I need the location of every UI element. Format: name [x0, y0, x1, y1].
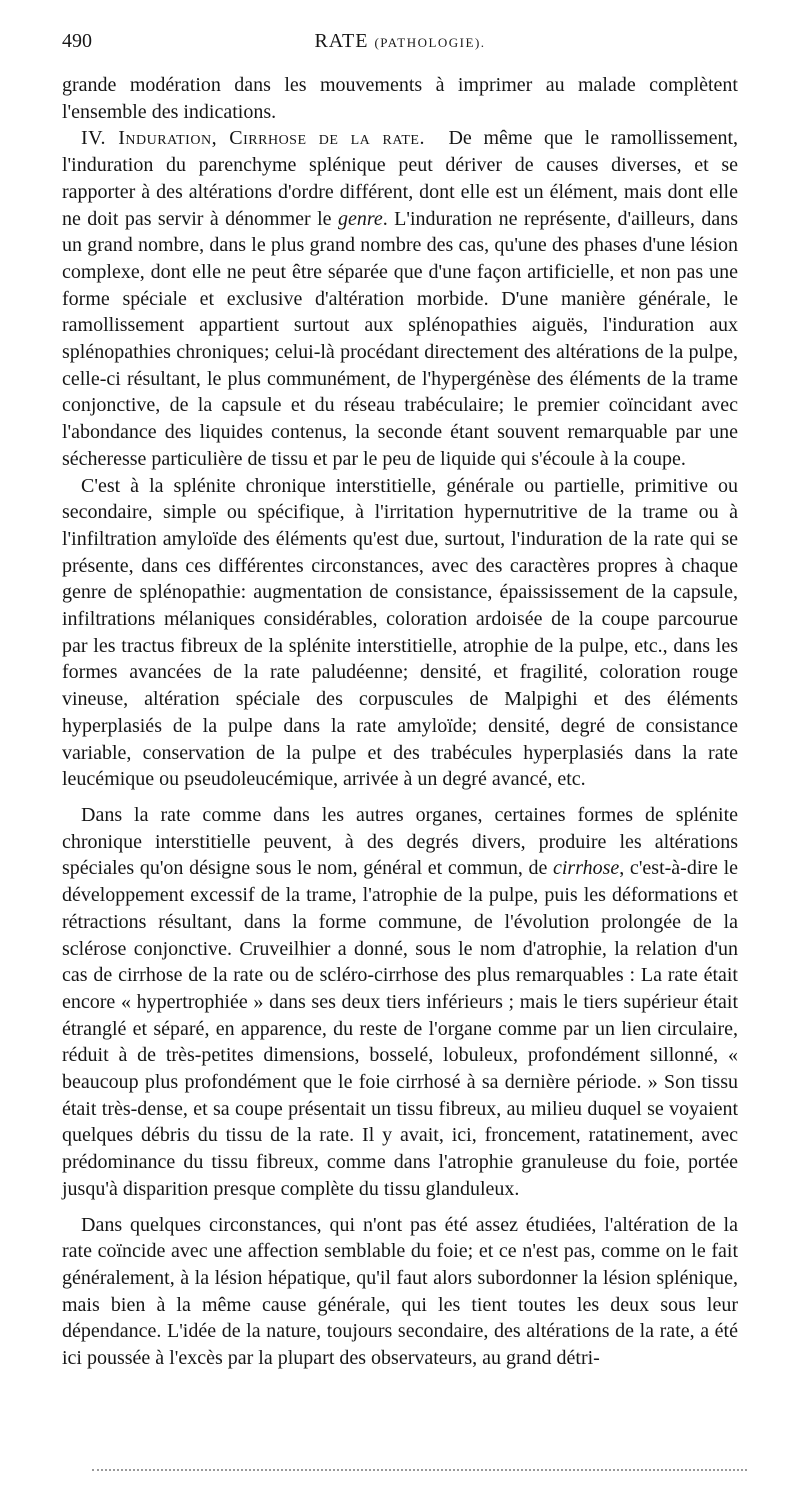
emphasis-text: genre: [337, 207, 383, 230]
page-number: 490: [62, 30, 92, 52]
paragraph-gap: [62, 793, 738, 802]
paragraph-text: Dans quelques circonstances, qui n'ont pas été assez étudiées, l'altération de la rate coïncide avec une affection semblable du foie; et ce n'est pas, comme on le fait généralement, à la lésion hépatique, qu'il faut alors subordonner la lésion splénique, mais bien à la même cause générale, qui les tient toutes les deux sous leur dépendance. L'idée de la nature, toujours secondaire, des altérations de la rate, a été ici poussée à l'excès par la plupart des observateurs, au grand détri-: [62, 1213, 738, 1370]
running-head: [62, 26, 738, 60]
paragraph-cirrhose: [62, 802, 738, 1203]
paragraph-text: C'est à la splénite chronique interstitielle, générale ou partielle, primitive ou secondaire, simple ou spécifique, à l'irritation hypernutritive de la trame ou à l'infiltration amyloïde des éléments qu'est due, surtout, l'induration de la rate qui se présente, dans ces différentes circonstances, avec des caractères propres à chaque genre de splénopathie: augmentation de consistance, épaississement de la capsule, infiltrations mélaniques considérables, coloration ardoisée de la coupe parcourue par les tractus fibreux de la splénite interstitielle, atrophie de la pulpe, etc., dans les formes avancées de la rate paludéenne; densité, et fragilité, coloration rouge vineuse, altération spéciale des corpuscules de Malpighi et des éléments hyperplasiés de la pulpe dans la rate amyloïde; densité, degré de consistance variable, conservation de la pulpe et des trabécules hyperplasiés dans la rate leucémique ou pseudoleucémique, arrivée à un degré avancé, etc.: [62, 474, 738, 791]
paragraph-splenite: [62, 473, 738, 793]
paragraph-text: Dans la rate comme dans les autres organes, certaines formes de splénite chronique interstitielle peuvent, à des degrés divers, produire les altérations spéciales qu'on désigne sous le nom, général et commun, de: [62, 803, 738, 880]
running-title-main: RATE: [314, 30, 369, 52]
running-title: [62, 30, 738, 53]
paragraph-text: De même que le ramollissement, l'induration du parenchyme splénique peut dériver de causes diverses, et se rapporter à des altérations d'ordre différent, dont elle est un élément, mais dont elle ne doit pas servir à dénommer le: [62, 127, 738, 230]
paragraph-text: grande modération dans les mouvements à imprimer au malade complètent l'ensemble des indications.: [62, 74, 738, 123]
paragraph-text: . L'induration ne représente, d'ailleurs, dans un grand nombre, dans le plus grand nombre des cas, qu'une des phases d'une lésion complexe, dont elle ne peut être séparée que d'une façon artificielle, et non pas une forme spéciale et exclusive d'altération morbide. D'une manière générale, le ramollissement appartient surtout aux splénopathies aiguës, l'induration aux splénopathies chroniques; celui-là procédant directement des altérations de la pulpe, celle-ci résultant, le plus communément, de l'hypergénèse des éléments de la trame conjonctive, de la capsule et du réseau trabéculaire; le premier coïncidant avec l'abondance des liquides contenus, la seconde étant souvent remarquable par une sécheresse particulière de tissu et par le peu de liquide qui s'écoule à la coupe.: [62, 207, 739, 470]
paragraph-continuation: [62, 72, 738, 125]
paragraph-gap: [62, 1203, 738, 1212]
footer-bleed-line: [92, 1469, 747, 1471]
body-text: [62, 72, 738, 1372]
section-heading: IV. Induration, Cirrhose de la rate.: [81, 127, 425, 150]
paragraph-foie: [62, 1212, 738, 1372]
emphasis-text: cirrhose: [552, 857, 620, 880]
paragraph-text: , c'est-à-dire le développement excessif de la trame, l'atrophie de la pulpe, puis les déformations et rétractions résultant, dans la forme commune, de l'évolution prolongée de la sclérose conjonctive. Cruveilhier a donné, sous le nom d'atrophie, la relation d'un cas de cirrhose de la rate ou de scléro-cirrhose des plus remarquables : La rate était encore « hypertrophiée » dans ses deux tiers inférieurs ; mais le tiers supérieur était étranglé et séparé, en apparence, du reste de l'organe comme par un lien circulaire, réduit à de très-petites dimensions, bosselé, lobuleux, profondément sillonné, « beaucoup plus profondément que le foie cirrhosé à sa dernière période. » Son tissu était très-dense, et sa coupe présentait un tissu fibreux, au milieu duquel se voyaient quelques débris du tissu de la rate. Il y avait, ici, froncement, ratatinement, avec prédominance du tissu fibreux, comme dans l'atrophie granuleuse du foie, portée jusqu'à disparition presque complète du tissu glanduleux.: [62, 857, 738, 1200]
running-title-subtitle: (PATHOLOGIE).: [374, 35, 486, 50]
paragraph-induration: [62, 125, 738, 472]
